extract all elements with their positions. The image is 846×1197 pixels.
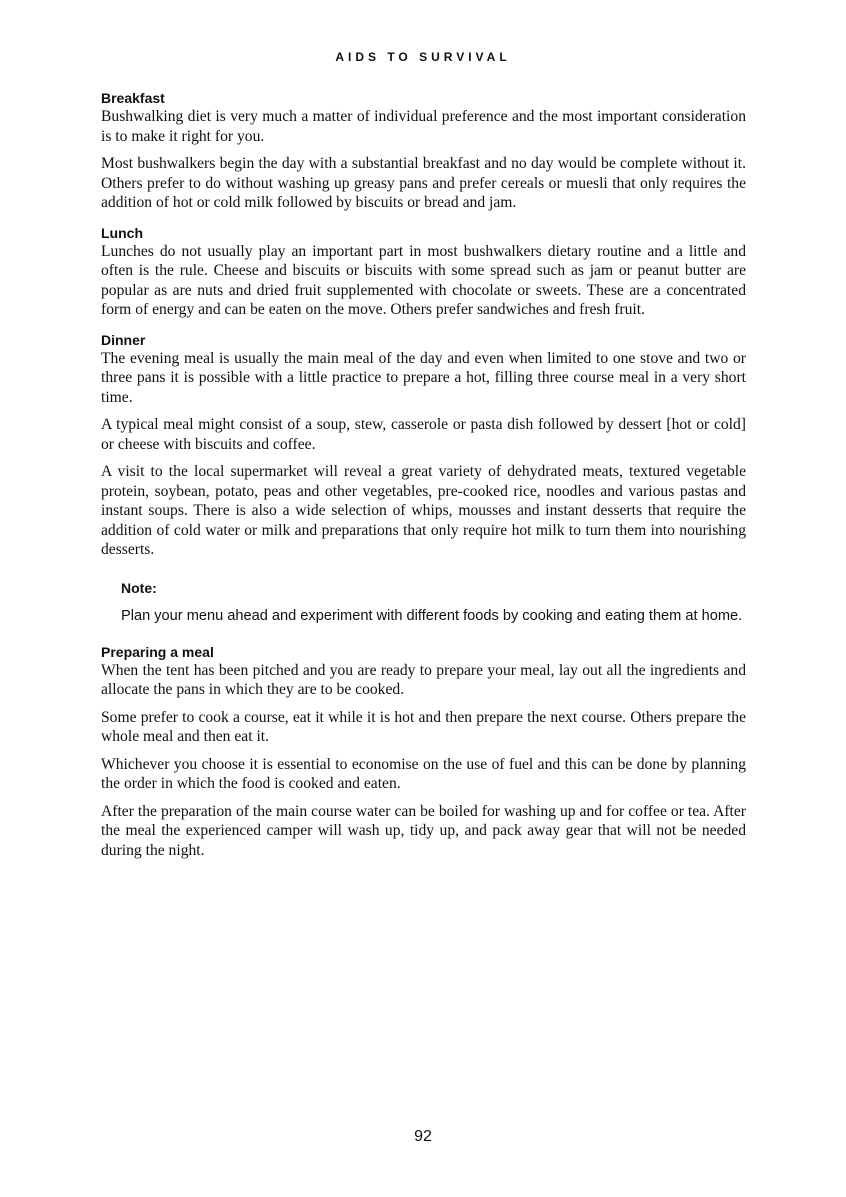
section-heading: Breakfast [101, 90, 165, 106]
paragraph: Bushwalking diet is very much a matter of individual preference and the most important consideration is to make it right for you. [101, 108, 746, 145]
paragraph: When the tent has been pitched and you are ready to prepare your meal, lay out all the ingredients and allocate the pans in which they are to be cooked. [101, 661, 746, 698]
paragraph: Lunches do not usually play an important part in most bushwalkers dietary routine and a little and often is the rule. Cheese and biscuits or biscuits with some spread such as jam or peanut butter are popular as are nuts and dried fruit supplemented with chocolate or sweets. These are a concentrated form of energy and can be eaten on the move. Others prefer sandwiches and fresh fruit. [101, 242, 746, 318]
page-number: 92 [414, 1128, 432, 1145]
note-text: Plan your menu ahead and experiment with different foods by cooking and eating them at home. [121, 607, 743, 624]
section-preparing-a-meal [101, 644, 746, 861]
note-box [121, 580, 746, 626]
section-dinner [101, 332, 746, 560]
section-heading: Preparing a meal [101, 643, 214, 660]
paragraph: A visit to the local supermarket will reveal a great variety of dehydrated meats, textured vegetable protein, soybean, potato, peas and other vegetables, pre-cooked rice, noodles and various pastas and instant soups. There is also a wide selection of whips, mousses and instant desserts that require the addition of cold water or milk and preparations that only require hot milk to turn them into nourishing desserts. [101, 463, 746, 558]
note-label: Note: [121, 579, 157, 596]
paragraph: A typical meal might consist of a soup, stew, casserole or pasta dish followed by dessert [hot or cold] or cheese with biscuits and coffee. [101, 416, 746, 453]
paragraph: Some prefer to cook a course, eat it while it is hot and then prepare the next course. Others prepare the whole meal and then eat it. [101, 708, 746, 745]
paragraph: After the preparation of the main course water can be boiled for washing up and for coffee or tea. After the meal the experienced camper will wash up, tidy up, and pack away gear that will not be needed during the night. [101, 802, 746, 859]
running-header: AIDS TO SURVIVAL [335, 50, 511, 64]
paragraph: Most bushwalkers begin the day with a substantial breakfast and no day would be complete without it. Others prefer to do without washing up greasy pans and prefer cereals or muesli that only requires the addition of hot or cold milk followed by biscuits or bread and jam. [101, 155, 746, 211]
section-heading: Lunch [101, 224, 143, 241]
page-content [101, 90, 746, 872]
section-lunch [101, 225, 746, 320]
section-heading: Dinner [101, 331, 146, 348]
section-breakfast [101, 90, 746, 213]
paragraph: The evening meal is usually the main meal of the day and even when limited to one stove and two or three pans it is possible with a little practice to prepare a hot, filling three course meal in a very short time. [101, 349, 746, 406]
paragraph: Whichever you choose it is essential to economise on the use of fuel and this can be done by planning the order in which the food is cooked and eaten. [101, 755, 746, 792]
